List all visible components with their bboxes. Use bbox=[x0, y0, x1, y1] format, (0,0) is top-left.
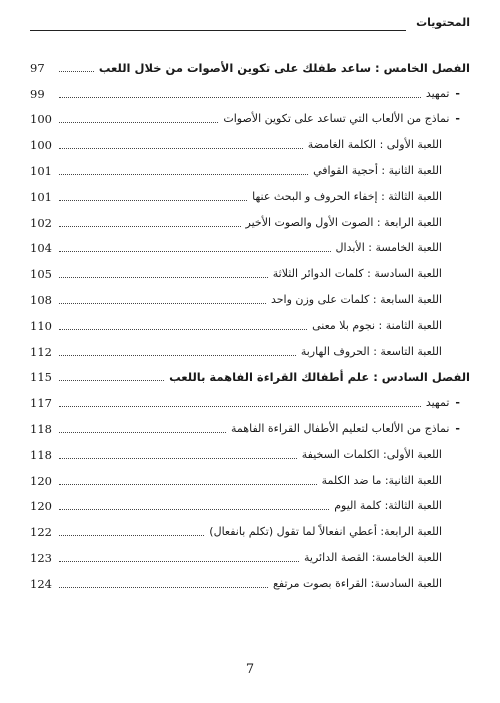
dot-leader bbox=[59, 71, 94, 72]
toc-entry-label: اللعبة الخامسة: القصة الدائرية bbox=[304, 550, 442, 564]
table-of-contents bbox=[30, 52, 470, 594]
dot-leader bbox=[59, 509, 329, 510]
toc-entry-title bbox=[209, 524, 470, 542]
toc-entry-label: اللعبة الثامنة : نجوم بلا معنى bbox=[312, 318, 442, 332]
toc-entry-title bbox=[304, 550, 470, 568]
toc-page-number: 105 bbox=[30, 267, 52, 282]
toc-entry-title bbox=[271, 292, 470, 310]
toc-entry-title bbox=[169, 369, 470, 387]
running-header bbox=[30, 16, 470, 42]
toc-entry[interactable] bbox=[30, 465, 470, 491]
toc-page-number: 112 bbox=[30, 344, 52, 359]
dot-leader bbox=[59, 200, 247, 201]
toc-entry[interactable] bbox=[30, 362, 470, 388]
toc-entry[interactable] bbox=[30, 207, 470, 233]
toc-entry-title bbox=[426, 395, 470, 413]
toc-page-number: 118 bbox=[30, 447, 52, 462]
toc-entry-label: نماذج من الألعاب التي تساعد على تكوين الأصوات bbox=[223, 112, 450, 126]
toc-entry-title bbox=[246, 215, 471, 233]
toc-entry-title bbox=[273, 266, 470, 284]
toc-entry-label: اللعبة الأولى : الكلمة الغامضة bbox=[307, 138, 442, 152]
toc-page-number: 120 bbox=[30, 473, 52, 488]
toc-entry[interactable] bbox=[30, 78, 470, 104]
toc-entry-title bbox=[252, 189, 470, 207]
toc-entry[interactable] bbox=[30, 516, 470, 542]
bullet-dash: - bbox=[455, 396, 460, 410]
page-number: 7 bbox=[245, 662, 255, 677]
toc-entry-label: الفصل الخامس : ساعد طفلك على تكوين الأصوات من خلال اللعب bbox=[98, 60, 470, 75]
dot-leader bbox=[59, 329, 307, 330]
dot-leader bbox=[59, 122, 218, 123]
dot-leader bbox=[59, 380, 164, 381]
toc-entry[interactable] bbox=[30, 413, 470, 439]
toc-entry[interactable] bbox=[30, 542, 470, 568]
toc-entry[interactable] bbox=[30, 387, 470, 413]
toc-entry-title bbox=[312, 318, 470, 336]
toc-entry[interactable] bbox=[30, 233, 470, 259]
dot-leader bbox=[59, 406, 421, 407]
toc-page-number: 99 bbox=[30, 86, 45, 101]
toc-entry-title bbox=[426, 86, 470, 104]
bullet-dash: - bbox=[455, 86, 460, 100]
toc-page-number: 104 bbox=[30, 241, 52, 256]
toc-page-number: 108 bbox=[30, 292, 52, 307]
toc-page-number: 97 bbox=[30, 60, 45, 75]
toc-page-number: 101 bbox=[30, 189, 52, 204]
dot-leader bbox=[59, 277, 268, 278]
toc-entry[interactable] bbox=[30, 284, 470, 310]
dot-leader bbox=[59, 432, 226, 433]
dot-leader bbox=[59, 355, 296, 356]
toc-entry-title bbox=[322, 473, 470, 491]
toc-page-number: 123 bbox=[30, 550, 52, 565]
toc-entry-title bbox=[223, 111, 470, 129]
toc-page-number: 124 bbox=[30, 576, 52, 591]
toc-entry-label: اللعبة الثانية : أحجية القوافي bbox=[313, 163, 442, 177]
dot-leader bbox=[59, 174, 308, 175]
toc-entry[interactable] bbox=[30, 258, 470, 284]
toc-entry-label: اللعبة السادسة : كلمات الدوائر الثلاثة bbox=[272, 267, 442, 281]
toc-entry-label: اللعبة الرابعة: أعطي انفعالاً لما تقول (تكلم بانفعال) bbox=[209, 525, 442, 539]
dot-leader bbox=[59, 535, 204, 536]
toc-entry-title bbox=[302, 447, 470, 465]
toc-page-number: 117 bbox=[30, 396, 52, 411]
toc-entry-label: اللعبة الثالثة: كلمة اليوم bbox=[334, 499, 442, 513]
toc-entry-title bbox=[336, 240, 470, 258]
toc-entry-title bbox=[334, 498, 470, 516]
header-rule bbox=[30, 30, 406, 31]
toc-page-number: 100 bbox=[30, 112, 52, 127]
dot-leader bbox=[59, 226, 241, 227]
toc-entry[interactable] bbox=[30, 129, 470, 155]
toc-page-number: 110 bbox=[30, 318, 52, 333]
toc-entry[interactable] bbox=[30, 568, 470, 594]
toc-entry-title bbox=[99, 60, 470, 78]
toc-entry-label: نماذج من الألعاب لتعليم الأطفال القراءة الفاهمة bbox=[231, 421, 450, 435]
toc-page-number: 122 bbox=[30, 525, 52, 540]
dot-leader bbox=[59, 458, 297, 459]
toc-entry[interactable] bbox=[30, 181, 470, 207]
dot-leader bbox=[59, 561, 299, 562]
toc-page-number: 118 bbox=[30, 421, 52, 436]
toc-entry-label: اللعبة الخامسة : الأبدال bbox=[335, 241, 442, 255]
bullet-dash: - bbox=[455, 421, 460, 435]
header-title: المحتويات bbox=[416, 16, 470, 29]
dot-leader bbox=[59, 97, 421, 98]
dot-leader bbox=[59, 148, 303, 149]
toc-entry-label: تمهيد bbox=[425, 86, 450, 100]
bullet-dash: - bbox=[455, 112, 460, 126]
toc-entry-label: الفصل السادس : علم أطفالك القراءة الفاهمة باللعب bbox=[169, 370, 470, 385]
toc-entry-label: اللعبة الثانية: ما ضد الكلمة bbox=[321, 473, 442, 487]
toc-entry-title bbox=[273, 576, 470, 594]
dot-leader bbox=[59, 251, 331, 252]
toc-page-number: 120 bbox=[30, 499, 52, 514]
toc-entry-label: تمهيد bbox=[425, 396, 450, 410]
toc-page-number: 101 bbox=[30, 163, 52, 178]
toc-entry-title bbox=[308, 137, 470, 155]
toc-entry-label: اللعبة السادسة: القراءة بصوت مرتفع bbox=[273, 576, 442, 590]
toc-entry[interactable] bbox=[30, 155, 470, 181]
toc-page-number: 102 bbox=[30, 215, 52, 230]
toc-entry[interactable] bbox=[30, 104, 470, 130]
toc-page-number: 100 bbox=[30, 138, 52, 153]
toc-entry-label: اللعبة الرابعة : الصوت الأول والصوت الأخير bbox=[245, 215, 442, 229]
toc-entry[interactable] bbox=[30, 52, 470, 78]
toc-page-number: 115 bbox=[30, 370, 52, 385]
toc-entry-label: اللعبة التاسعة : الحروف الهاربة bbox=[300, 344, 442, 358]
toc-entry[interactable] bbox=[30, 491, 470, 517]
toc-entry-title bbox=[313, 163, 470, 181]
toc-entry[interactable] bbox=[30, 439, 470, 465]
dot-leader bbox=[59, 587, 268, 588]
dot-leader bbox=[59, 484, 317, 485]
dot-leader bbox=[59, 303, 266, 304]
toc-entry-label: اللعبة الأولى: الكلمات السخيفة bbox=[301, 447, 442, 461]
toc-entry-label: اللعبة السابعة : كلمات على وزن واحد bbox=[270, 292, 442, 306]
toc-entry[interactable] bbox=[30, 310, 470, 336]
toc-entry-title bbox=[231, 421, 470, 439]
toc-entry[interactable] bbox=[30, 336, 470, 362]
toc-entry-label: اللعبة الثالثة : إخفاء الحروف و البحث عنها bbox=[252, 189, 442, 203]
toc-entry-title bbox=[301, 344, 470, 362]
